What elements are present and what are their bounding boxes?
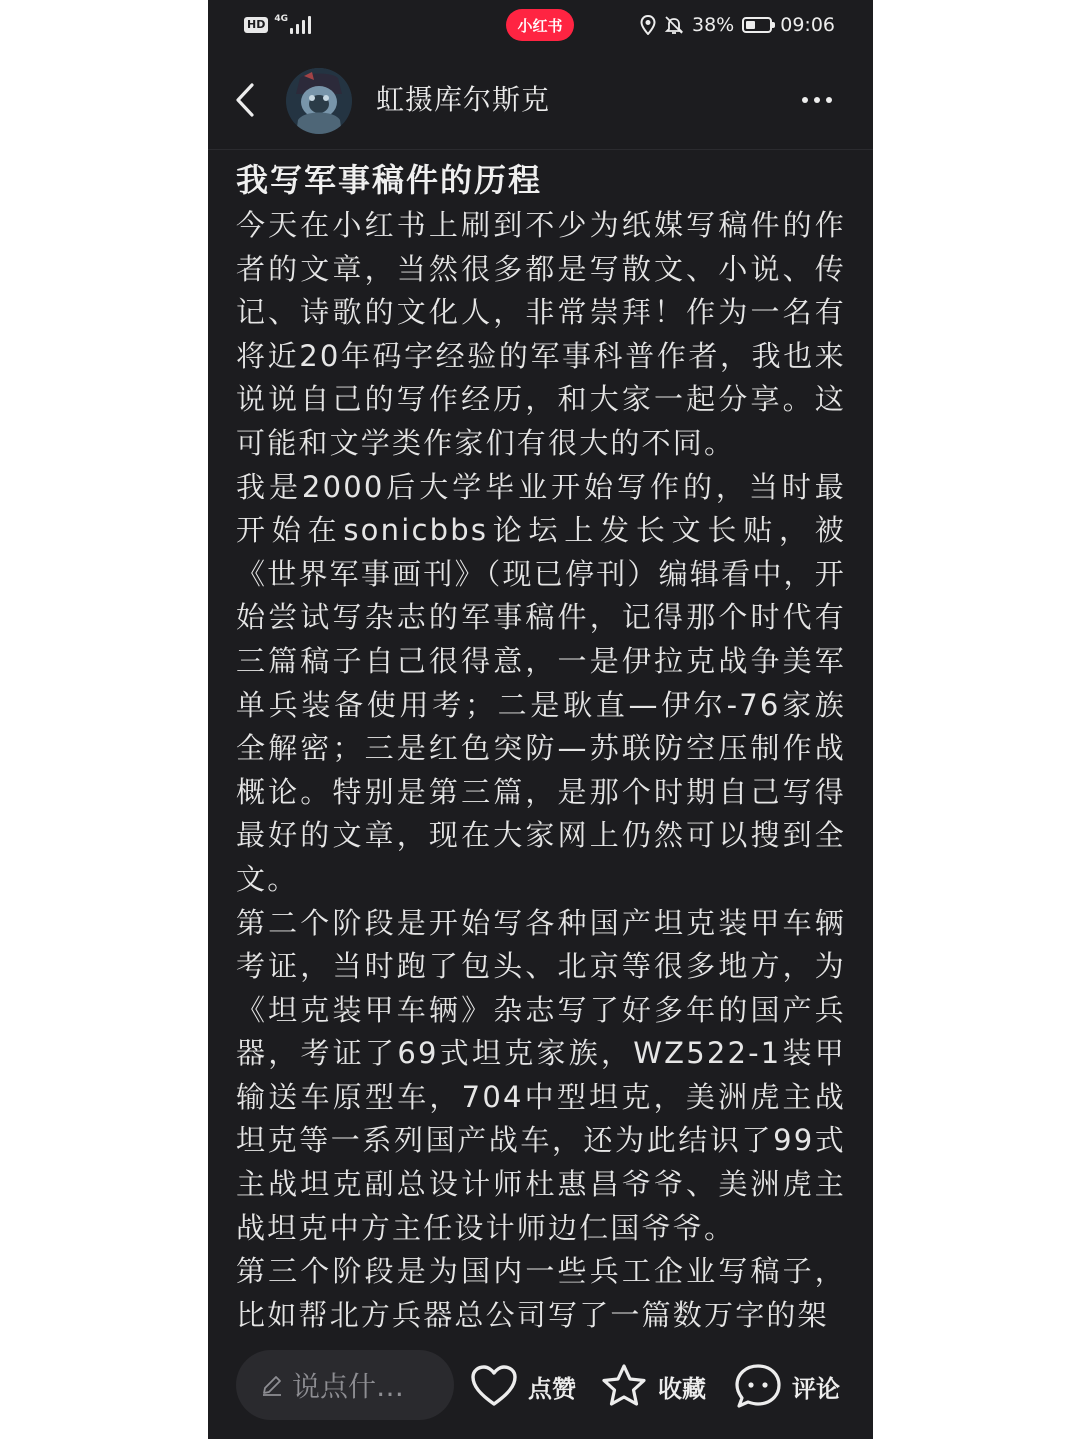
back-button[interactable] [230, 80, 260, 120]
avatar[interactable] [286, 68, 352, 134]
like-label: 点赞 [528, 1374, 576, 1403]
mute-bell-icon [664, 15, 684, 35]
network-type: 4G [274, 14, 288, 24]
post-paragraph: 第二个阶段是开始写各种国产坦克装甲车辆考证，当时跑了包头、北京等很多地方，为《坦克装甲车辆》杂志写了好多年的国产兵器，考证了69式坦克家族，WZ522-1装甲输送车原型车，704中型坦克，美洲虎主战坦克等一系列国产战车，还为此结识了99式主战坦克副总设计师杜惠昌爷爷、美洲虎主战坦克中方主任设计师边仁国爷爷。 [236, 905, 846, 1245]
app-screen [208, 0, 873, 1439]
collect-label: 收藏 [658, 1374, 706, 1403]
status-bar [208, 0, 873, 50]
status-right [640, 12, 835, 38]
more-options-button[interactable] [795, 82, 839, 118]
more-dot-icon [814, 97, 820, 103]
comment-placeholder: 说点什… [292, 1370, 405, 1403]
signal-icon [274, 14, 326, 36]
more-dot-icon [802, 97, 808, 103]
post-paragraph: 我是2000后大学毕业开始写作的，当时最开始在sonicbbs论坛上发长文长贴，被《世界军事画刊》（现已停刊）编辑看中，开始尝试写杂志的军事稿件，记得那个时代有三篇稿子自己很得意，一是伊拉克战争美军单兵装备使用考；二是耿直—伊尔-76家族全解密；三是红色突防—苏联防空压制作战概论。特别是第三篇，是那个时期自己写得最好的文章，现在大家网上仍然可以搜到全文。 [236, 469, 846, 896]
post-paragraph: 第三个阶段是为国内一些兵工企业写稿子，比如帮北方兵器总公司写了一篇数万字的架 [236, 1254, 846, 1332]
location-icon [640, 15, 656, 35]
battery-icon [742, 17, 772, 33]
chat-bubble-icon [734, 1363, 782, 1409]
app-badge: 小红书 [506, 9, 574, 41]
collect-button[interactable] [600, 1360, 706, 1412]
post-paragraph: 今天在小红书上刷到不少为纸媒写稿件的作者的文章，当然很多都是写散文、小说、传记、诗歌的文化人，非常崇拜！作为一名有将近20年码字经验的军事科普作者，我也来说说自己的写作经历，和大家一起分享。这可能和文学类作家们有很大的不同。 [236, 208, 846, 460]
battery-fill [746, 21, 754, 29]
signal-bars [290, 14, 330, 36]
post-content[interactable] [236, 152, 846, 1332]
pencil-icon [260, 1373, 284, 1397]
star-icon [600, 1363, 648, 1409]
hd-badge: HD [244, 17, 268, 33]
post-header [208, 60, 873, 150]
like-button[interactable] [470, 1360, 576, 1412]
battery-percent: 38% [692, 14, 735, 36]
post-title: 我写军事稿件的历程 [236, 161, 543, 199]
status-left [244, 13, 326, 37]
comment-label: 评论 [792, 1374, 840, 1403]
avatar-image [286, 68, 352, 134]
heart-icon [470, 1364, 518, 1408]
bottom-action-bar [208, 1332, 873, 1439]
comment-button[interactable] [734, 1360, 840, 1412]
more-dot-icon [826, 97, 832, 103]
chevron-left-icon [235, 82, 255, 118]
author-name[interactable]: 虹摄库尔斯克 [376, 83, 551, 116]
comment-input[interactable] [236, 1350, 454, 1420]
clock: 09:06 [780, 14, 835, 36]
